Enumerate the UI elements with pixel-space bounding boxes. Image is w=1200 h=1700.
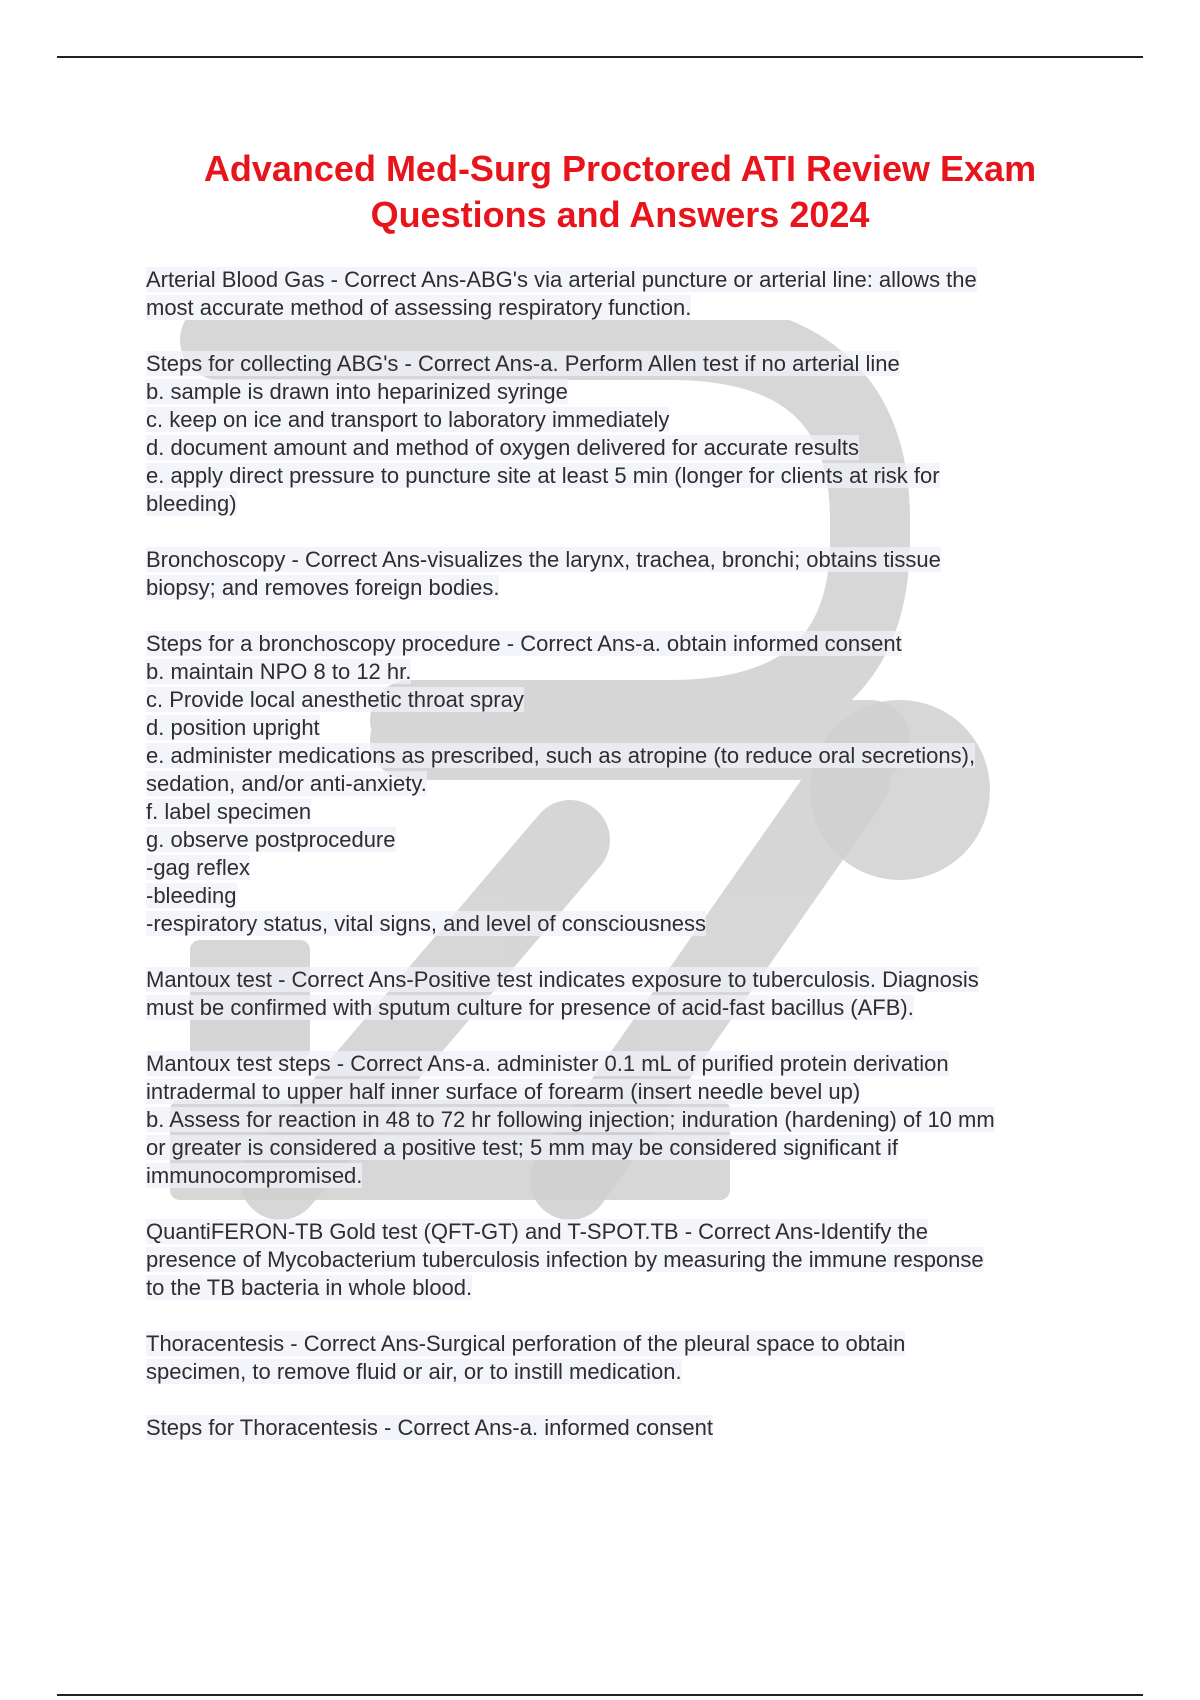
text-line: c. keep on ice and transport to laboratory immediately xyxy=(146,407,670,432)
text-line: e. administer medications as prescribed, such as atropine (to reduce oral secretions), xyxy=(146,743,976,768)
text-line: b. Assess for reaction in 48 to 72 hr following injection; induration (hardening) of 10 mm xyxy=(146,1107,995,1132)
qa-content xyxy=(146,266,1088,1470)
text-line: b. sample is drawn into heparinized syringe xyxy=(146,379,568,404)
qa-entry-mantoux-steps xyxy=(146,1050,1088,1190)
qa-entry-quantiferon xyxy=(146,1218,1088,1302)
text-line: presence of Mycobacterium tuberculosis infection by measuring the immune response xyxy=(146,1247,984,1272)
text-line: Thoracentesis - Correct Ans-Surgical perforation of the pleural space to obtain xyxy=(146,1331,906,1356)
title-line-1: Advanced Med-Surg Proctored ATI Review Exam xyxy=(203,148,1037,189)
text-line: c. Provide local anesthetic throat spray xyxy=(146,687,524,712)
text-line: Steps for a bronchoscopy procedure - Correct Ans-a. obtain informed consent xyxy=(146,631,902,656)
text-line: immunocompromised. xyxy=(146,1163,363,1188)
title-line-2: Questions and Answers 2024 xyxy=(370,194,870,235)
text-line: sedation, and/or anti-anxiety. xyxy=(146,771,427,796)
text-line: biopsy; and removes foreign bodies. xyxy=(146,575,500,600)
text-line: QuantiFERON-TB Gold test (QFT-GT) and T-SPOT.TB - Correct Ans-Identify the xyxy=(146,1219,929,1244)
text-line: -gag reflex xyxy=(146,855,250,880)
text-line: b. maintain NPO 8 to 12 hr. xyxy=(146,659,412,684)
text-line: d. document amount and method of oxygen delivered for accurate results xyxy=(146,435,859,460)
text-line: specimen, to remove fluid or air, or to instill medication. xyxy=(146,1359,682,1384)
qa-entry-bronchoscopy-steps xyxy=(146,630,1088,938)
qa-entry-mantoux-test xyxy=(146,966,1088,1022)
text-line: -bleeding xyxy=(146,883,237,908)
text-line: e. apply direct pressure to puncture site at least 5 min (longer for clients at risk for xyxy=(146,463,940,488)
qa-entry-bronchoscopy xyxy=(146,546,1088,602)
text-line: Steps for collecting ABG's - Correct Ans-a. Perform Allen test if no arterial line xyxy=(146,351,900,376)
text-line: Mantoux test - Correct Ans-Positive test indicates exposure to tuberculosis. Diagnosis xyxy=(146,967,979,992)
document-title xyxy=(100,146,1140,238)
text-line: g. observe postprocedure xyxy=(146,827,396,852)
qa-entry-abg-steps xyxy=(146,350,1088,518)
text-line: bleeding) xyxy=(146,491,237,516)
qa-entry-arterial-blood-gas xyxy=(146,266,1088,322)
text-line: Bronchoscopy - Correct Ans-visualizes the larynx, trachea, bronchi; obtains tissue xyxy=(146,547,941,572)
text-line: f. label specimen xyxy=(146,799,312,824)
text-line: must be confirmed with sputum culture for presence of acid-fast bacillus (AFB). xyxy=(146,995,914,1020)
text-line: Steps for Thoracentesis - Correct Ans-a. informed consent xyxy=(146,1415,713,1440)
text-line: d. position upright xyxy=(146,715,320,740)
text-line: -respiratory status, vital signs, and level of consciousness xyxy=(146,911,707,936)
text-line: Mantoux test steps - Correct Ans-a. administer 0.1 mL of purified protein derivation xyxy=(146,1051,949,1076)
text-line: or greater is considered a positive test; 5 mm may be considered significant if xyxy=(146,1135,899,1160)
text-line: most accurate method of assessing respiratory function. xyxy=(146,295,692,320)
top-rule xyxy=(57,56,1143,58)
qa-entry-thoracentesis-steps xyxy=(146,1414,1088,1442)
bottom-rule xyxy=(57,1694,1143,1696)
text-line: Arterial Blood Gas - Correct Ans-ABG's via arterial puncture or arterial line: allows the xyxy=(146,267,977,292)
text-line: intradermal to upper half inner surface of forearm (insert needle bevel up) xyxy=(146,1079,861,1104)
text-line: to the TB bacteria in whole blood. xyxy=(146,1275,473,1300)
qa-entry-thoracentesis xyxy=(146,1330,1088,1386)
